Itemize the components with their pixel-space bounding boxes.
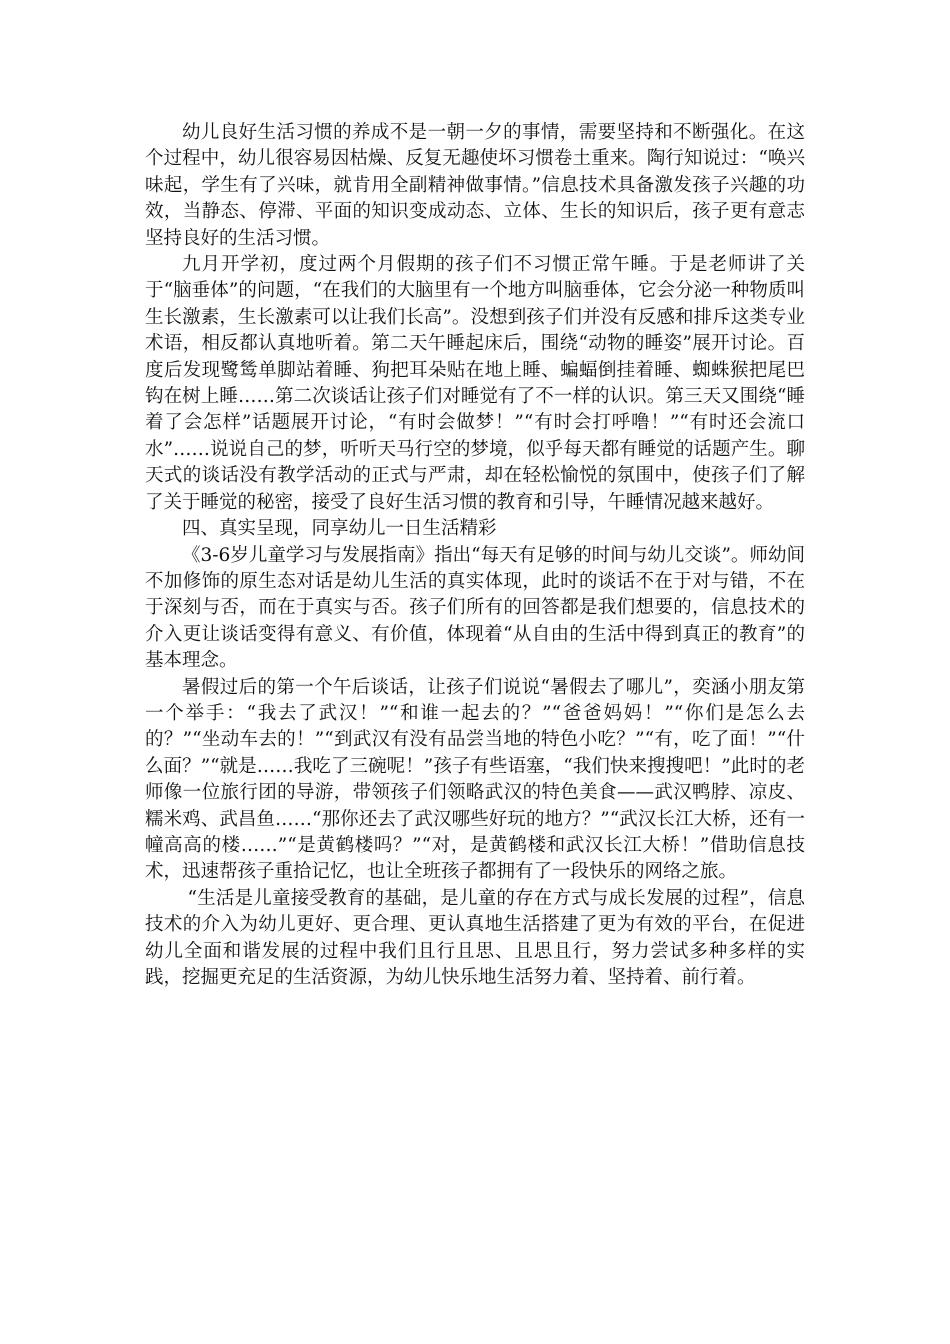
paragraph-conclusion: “生活是儿童接受教育的基础，是儿童的存在方式与成长发展的过程”，信息技术的介入为幼儿更好、更合理、更认真地生活搭建了更为有效的平台，在促进幼儿全面和谐发展的过程中我们且行且思、且思且行，努力尝试多种多样的实践，挖掘更充足的生活资源，为幼儿快乐地生活努力着、坚持着、前行着。 [145,887,805,988]
section-heading: 四、真实呈现，同享幼儿一日生活精彩 [182,518,497,540]
document-page [145,120,805,991]
paragraph-summer-talk: 暑假过后的第一个午后谈话，让孩子们说说“暑假去了哪儿”，奕涵小朋友第一个举手：“我去了武汉！”“和谁一起去的？”“爸爸妈妈！”“你们是怎么去的？”“坐动车去的！”“到武汉有没有品尝当地的特色小吃？”“有，吃了面！”“什么面？”“就是……我吃了三碗呢！”孩子有些语塞，“我们快来搜搜吧！”此时的老师像一位旅行团的导游，带领孩子们领略武汉的特色美食——武汉鸭脖、凉皮、糯米鸡、武昌鱼……“那你还去了武汉哪些好玩的地方？”“武汉长江大桥，还有一幢高高的楼……”“是黄鹤楼吗？”“对，是黄鹤楼和武汉长江大桥！”借助信息技术，迅速帮孩子重拾记忆，也让全班孩子都拥有了一段快乐的网络之旅。 [145,676,805,883]
paragraph-guideline: 《3-6岁儿童学习与发展指南》指出“每天有足够的时间与幼儿交谈”。师幼间不加修饰的原生态对话是幼儿生活的真实体现，此时的谈话不在于对与错，不在于深刻与否，而在于真实与否。孩子们所有的回答都是我们想要的，信息技术的介入更让谈话变得有意义、有价值，体现着“从自由的生活中得到真正的教育”的基本理念。 [145,544,805,672]
paragraph-habits: 幼儿良好生活习惯的养成不是一朝一夕的事情，需要坚持和不断强化。在这个过程中，幼儿很容易因枯燥、反复无趣使坏习惯卷土重来。陶行知说过：“唤兴味起，学生有了兴味，就肯用全副精神做事情。”信息技术具备激发孩子兴趣的功效，当静态、停滞、平面的知识变成动态、立体、生长的知识后，孩子更有意志坚持良好的生活习惯。 [145,122,805,249]
paragraph-nap-discussion: 九月开学初，度过两个月假期的孩子们不习惯正常午睡。于是老师讲了关于“脑垂体”的问题，“在我们的大脑里有一个地方叫脑垂体，它会分泌一种物质叫生长激素，生长激素可以让我们长高”。没想到孩子们并没有反感和排斥这类专业术语，相反都认真地听着。第二天午睡起床后，围绕“动物的睡姿”展开讨论。百度后发现鹭鸶单脚站着睡、狗把耳朵贴在地上睡、蝙蝠倒挂着睡、蜘蛛猴把尾巴钩在树上睡……第二次谈话让孩子们对睡觉有了不一样的认识。第三天又围绕“睡着了会怎样”话题展开讨论，“有时会做梦！”“有时会打呼噜！”“有时还会流口水”……说说自己的梦，听听天马行空的梦境，似乎每天都有睡觉的话题产生。聊天式的谈话没有教学活动的正式与严肃，却在轻松愉悦的氛围中，使孩子们了解了关于睡觉的秘密，接受了良好生活习惯的教育和引导，午睡情况越来越好。 [145,254,805,513]
